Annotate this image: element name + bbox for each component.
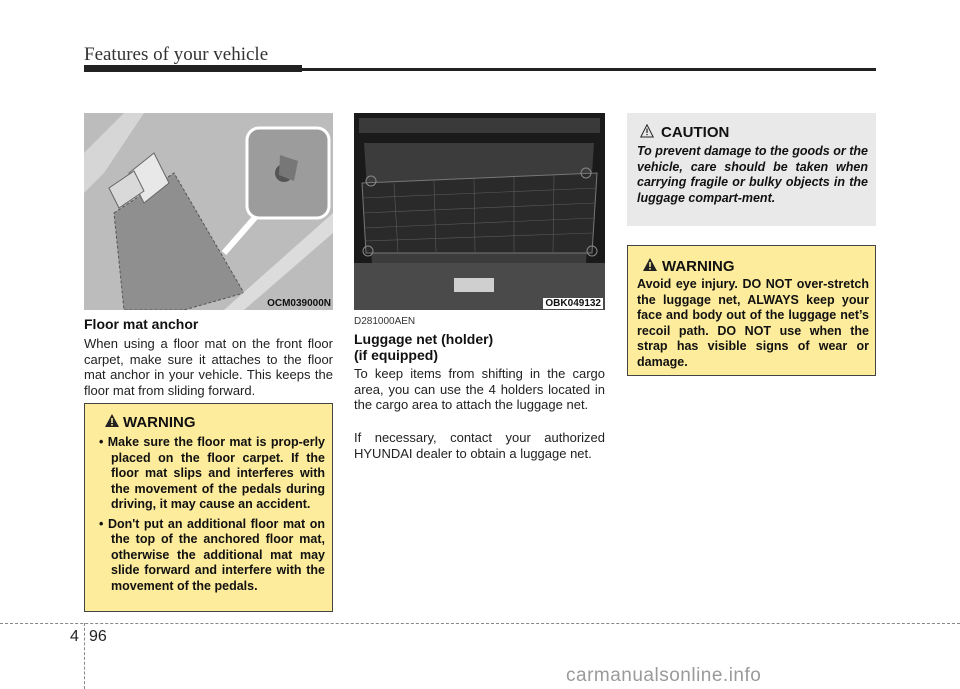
caution-title: CAUTION bbox=[661, 124, 730, 141]
chapter-number: 4 bbox=[70, 628, 79, 645]
section-code: D281000AEN bbox=[354, 316, 416, 327]
luggage-net-para-2: If necessary, contact your authorized HYUNDAI dealer to obtain a luggage net. bbox=[354, 430, 605, 461]
floor-mat-heading: Floor mat anchor bbox=[84, 316, 199, 332]
warning-bullets bbox=[97, 435, 325, 598]
floor-mat-body: When using a floor mat on the front floor carpet, make sure it attaches to the floor mat anchor in your vehicle. This keeps the floor mat from sliding forward. bbox=[84, 336, 333, 398]
footer-divider bbox=[84, 623, 85, 689]
warning-bullet: • Make sure the floor mat is prop-erly placed on the floor carpet. If the floor mat slips and interferes with the movement of the pedals during driving, it may cause an accident. bbox=[99, 435, 325, 511]
caution-body: To prevent damage to the goods or the vehicle, care should be taken when carrying fragile or bulky objects in the luggage compart-ment. bbox=[637, 144, 868, 205]
warning-title: WARNING bbox=[123, 414, 196, 431]
warning-title: WARNING bbox=[662, 258, 735, 275]
luggage-net-heading: Luggage net (holder) (if equipped) bbox=[354, 331, 494, 363]
page-number: 96 bbox=[89, 628, 107, 645]
floor-mat-warning-box bbox=[84, 403, 333, 612]
floor-mat-figure bbox=[84, 113, 333, 310]
luggage-net-para-1: To keep items from shifting in the cargo area, you can use the 4 holders located in the cargo area to attach the luggage net. bbox=[354, 366, 605, 412]
figure-code: OCM039000N bbox=[267, 298, 331, 309]
caution-box bbox=[627, 113, 876, 226]
footer-rule bbox=[0, 623, 960, 624]
warning-bullet: • Don't put an additional floor mat on the top of the anchored floor mat, otherwise the additional mat may slide forward and interfere with the movement of the pedals. bbox=[99, 516, 325, 593]
caution-triangle-icon bbox=[640, 124, 654, 138]
warning-triangle-icon bbox=[105, 414, 119, 428]
warning-triangle-icon bbox=[643, 258, 657, 272]
watermark: carmanualsonline.info bbox=[566, 665, 762, 686]
figure-code: OBK049132 bbox=[545, 298, 601, 309]
header-rule bbox=[84, 68, 876, 71]
warning-body: Avoid eye injury. DO NOT over-stretch the luggage net, ALWAYS keep your face and body out of the luggage net’s recoil path. DO NOT use when the strap has visible signs of wear or damage. bbox=[637, 277, 869, 369]
trunk-illustration bbox=[354, 113, 605, 310]
floor-mat-illustration bbox=[84, 113, 333, 310]
luggage-net-warning-box bbox=[627, 245, 876, 376]
page-header-title: Features of your vehicle bbox=[84, 44, 269, 65]
luggage-net-figure bbox=[354, 113, 605, 310]
